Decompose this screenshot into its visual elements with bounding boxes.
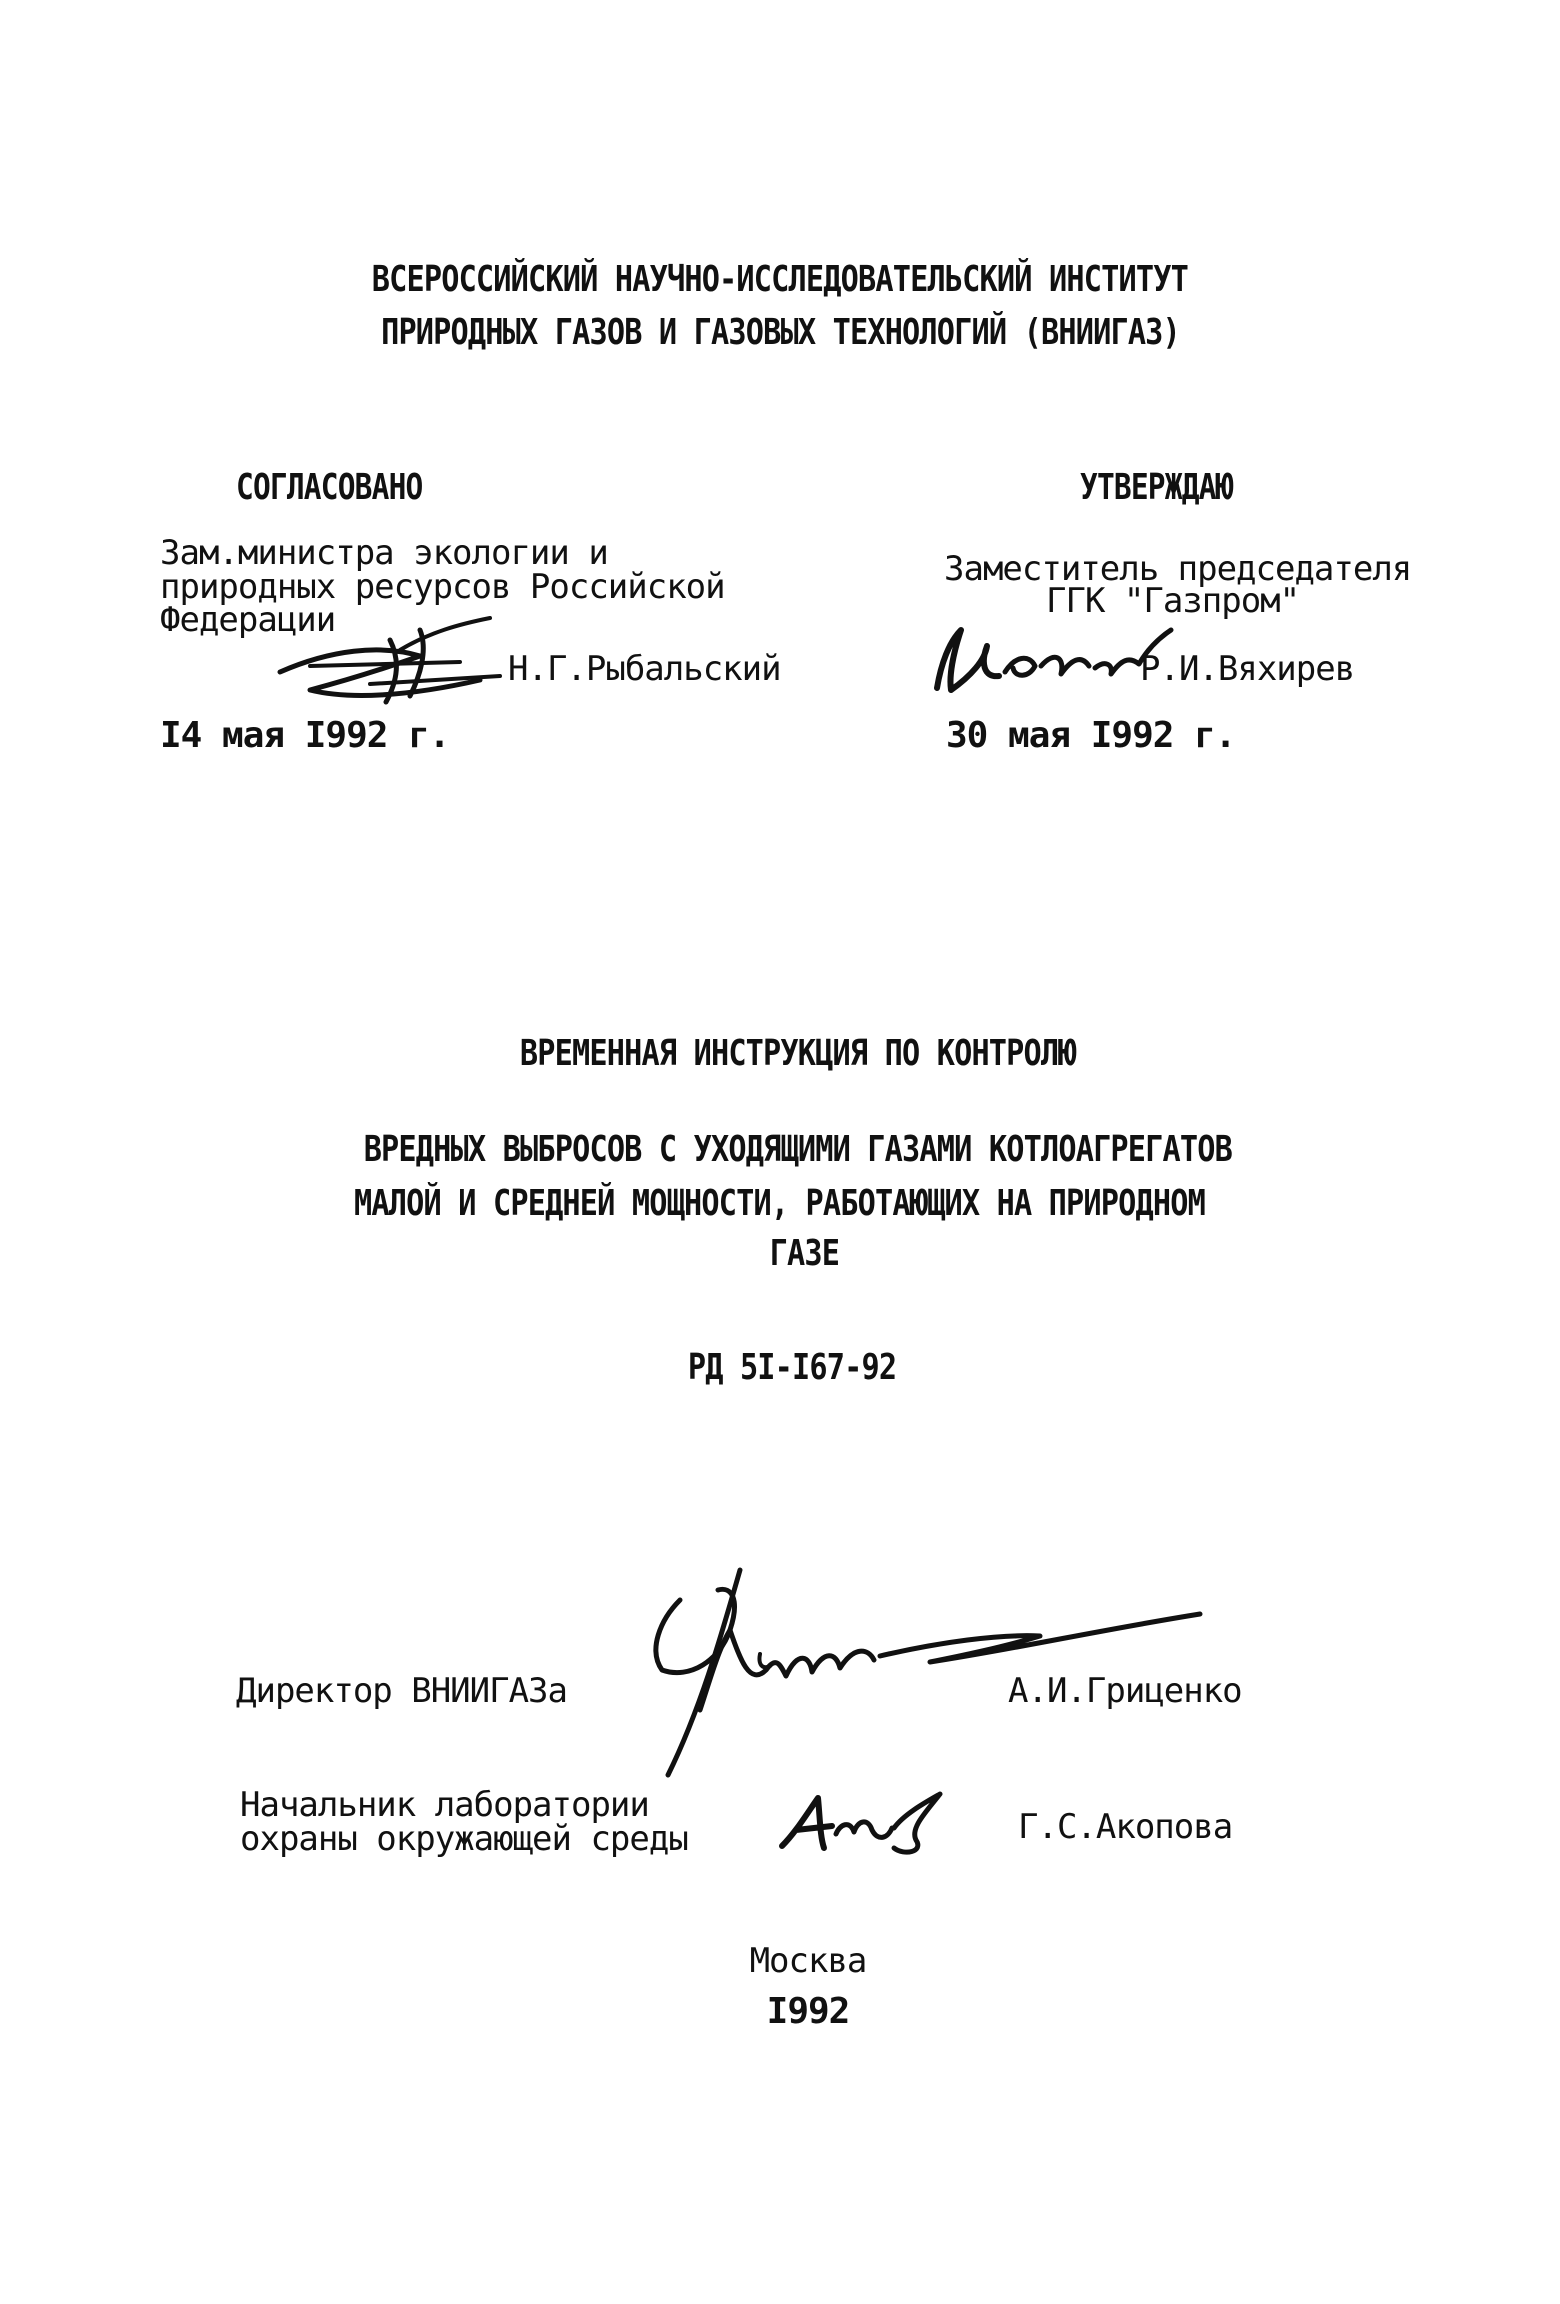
approval-left-date: I4 мая I992 г. xyxy=(160,715,450,756)
approval-left-name: Н.Г.Рыбальский xyxy=(508,649,781,689)
approval-right-position-line-2: ГГК "Газпром" xyxy=(1046,581,1300,621)
lab-head-position-line-1: Начальник лаборатории xyxy=(240,1785,649,1825)
approval-right-heading: УТВЕРЖДАЮ xyxy=(1080,467,1233,508)
approval-left-position-line-3: Федерации xyxy=(160,600,336,640)
approval-right-date: 30 мая I992 г. xyxy=(946,715,1236,756)
city: Москва xyxy=(749,1941,867,1981)
document-title-line-4: ГАЗЕ xyxy=(769,1233,839,1274)
signature-akopova xyxy=(776,1788,946,1858)
signature-rybalsky xyxy=(270,610,510,710)
document-title-line-3: МАЛОЙ И СРЕДНЕЙ МОЩНОСТИ, РАБОТАЮЩИХ НА ПРИРОДНОМ xyxy=(354,1183,1206,1224)
approval-left-heading: СОГЛАСОВАНО xyxy=(236,467,423,508)
lab-head-position-line-2: охраны окружающей среды xyxy=(240,1819,688,1859)
institute-name-line-2: ПРИРОДНЫХ ГАЗОВ И ГАЗОВЫХ ТЕХНОЛОГИЙ (ВНИИГАЗ) xyxy=(380,312,1180,353)
approval-left-position-line-2: природных ресурсов Российской xyxy=(160,567,725,607)
director-name: А.И.Гриценко xyxy=(1008,1671,1242,1711)
lab-head-name: Г.С.Акопова xyxy=(1018,1807,1233,1847)
approval-right-name: Р.И.Вяхирев xyxy=(1140,649,1355,689)
approval-left-position-line-1: Зам.министра экологии и xyxy=(160,533,608,573)
director-position: Директор ВНИИГАЗа xyxy=(236,1671,567,1711)
approval-right-position-line-1: Заместитель председателя xyxy=(944,549,1412,589)
document-title-line-1: ВРЕМЕННАЯ ИНСТРУКЦИЯ ПО КОНТРОЛЮ xyxy=(520,1033,1076,1074)
document-code: РД 5I-I67-92 xyxy=(687,1347,897,1388)
year: I992 xyxy=(766,1991,850,2032)
document-title-line-2: ВРЕДНЫХ ВЫБРОСОВ С УХОДЯЩИМИ ГАЗАМИ КОТЛОАГРЕГАТОВ xyxy=(363,1129,1233,1170)
institute-name-line-1: ВСЕРОССИЙСКИЙ НАУЧНО-ИССЛЕДОВАТЕЛЬСКИЙ ИНСТИТУТ xyxy=(371,259,1189,300)
